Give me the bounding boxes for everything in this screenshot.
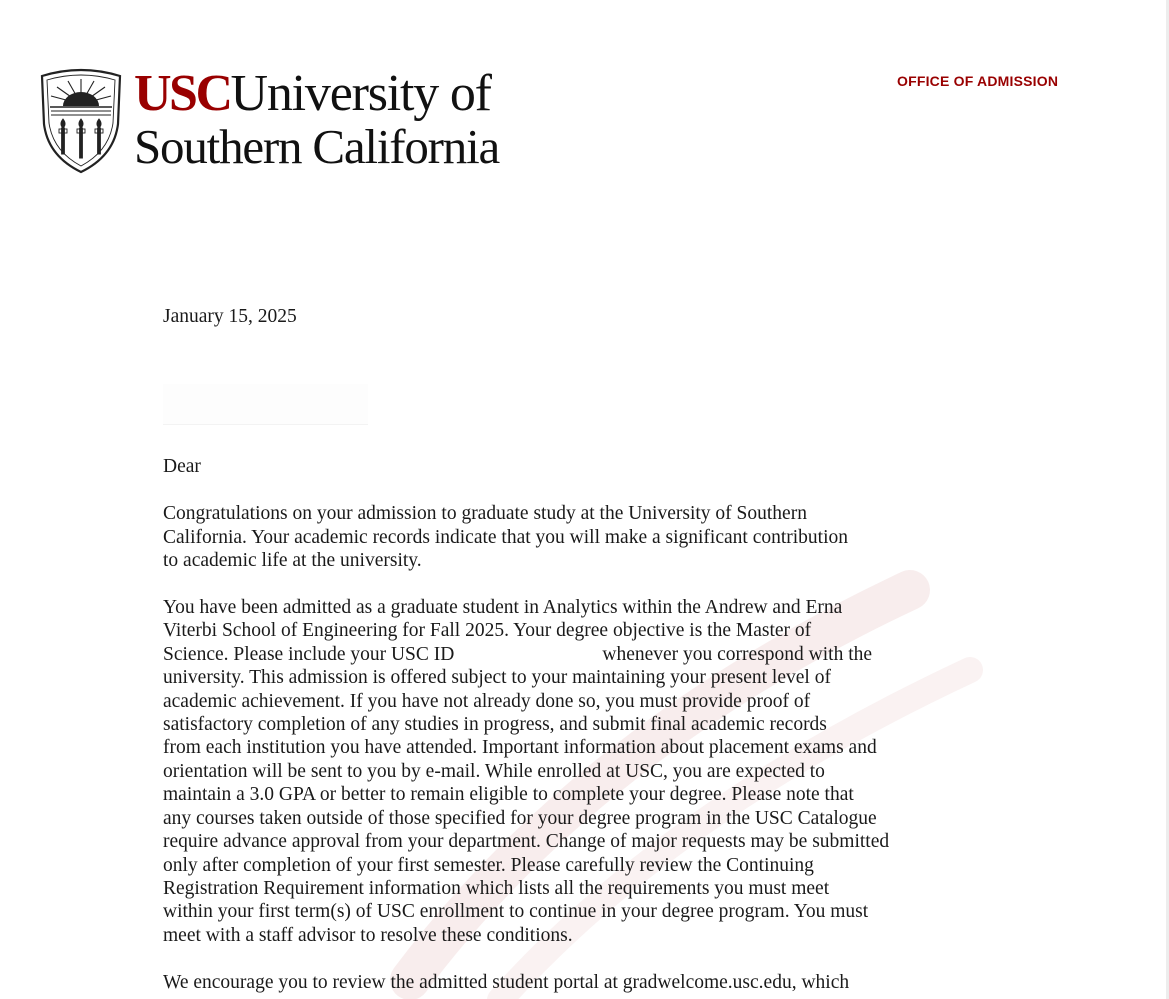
text-line: from each institution you have attended. Important information about placement exams and [163, 737, 877, 759]
university-wordmark [134, 65, 500, 174]
text-line: require advance approval from your department. Change of major requests may be submitted [163, 831, 890, 853]
text-line: maintain a 3.0 GPA or better to remain eligible to complete your degree. Please note that [163, 784, 854, 806]
office-of-admission-label: OFFICE OF ADMISSION [897, 73, 1059, 89]
text-line: any courses taken outside of those specified for your degree program in the USC Catalogue [163, 807, 877, 829]
text-line: We encourage you to review the admitted student portal at gradwelcome.usc.edu, which [163, 971, 850, 993]
text-line: to academic life at the university. [163, 550, 422, 572]
wordmark-line2: Southern California [134, 119, 500, 174]
text-line: meet with a staff advisor to resolve these conditions. [163, 924, 573, 946]
text-line: within your first term(s) of USC enrollment to continue in your degree program. You must [163, 901, 869, 923]
redacted-address-block [163, 384, 368, 425]
letter-date: January 15, 2025 [163, 306, 297, 327]
text-line: academic achievement. If you have not already done so, you must provide proof of [163, 690, 811, 712]
usc-id-suffix: whenever you correspond with the [602, 643, 873, 665]
usc-logo-abbr: USC [134, 65, 231, 122]
text-line: Registration Requirement information which lists all the requirements you must meet [163, 877, 830, 899]
text-line: only after completion of your first semester. Please carefully review the Continuing [163, 854, 814, 876]
text-line: Congratulations on your admission to graduate study at the University of Southern [163, 503, 807, 525]
paragraph-admission-details [163, 596, 983, 947]
letter-body [163, 305, 983, 994]
text-line: satisfactory completion of any studies in progress, and submit final academic records [163, 714, 827, 736]
paragraph-portal [163, 971, 983, 994]
text-line-usc-id [163, 643, 983, 666]
text-line: Viterbi School of Engineering for Fall 2025. Your degree objective is the Master of [163, 620, 812, 642]
usc-seal-icon [38, 66, 124, 176]
text-line: university. This admission is offered subject to your maintaining your present level of [163, 667, 831, 689]
text-line: California. Your academic records indicate that you will make a significant contribution [163, 526, 849, 548]
text-line: orientation will be sent to you by e-mail. While enrolled at USC, you are expected to [163, 760, 825, 782]
usc-id-prefix: Science. Please include your USC ID [163, 643, 455, 665]
wordmark-line1: University of [230, 65, 491, 122]
paragraph-congratulations [163, 502, 983, 572]
text-line: You have been admitted as a graduate student in Analytics within the Andrew and Erna [163, 597, 843, 619]
salutation: Dear [163, 456, 201, 478]
